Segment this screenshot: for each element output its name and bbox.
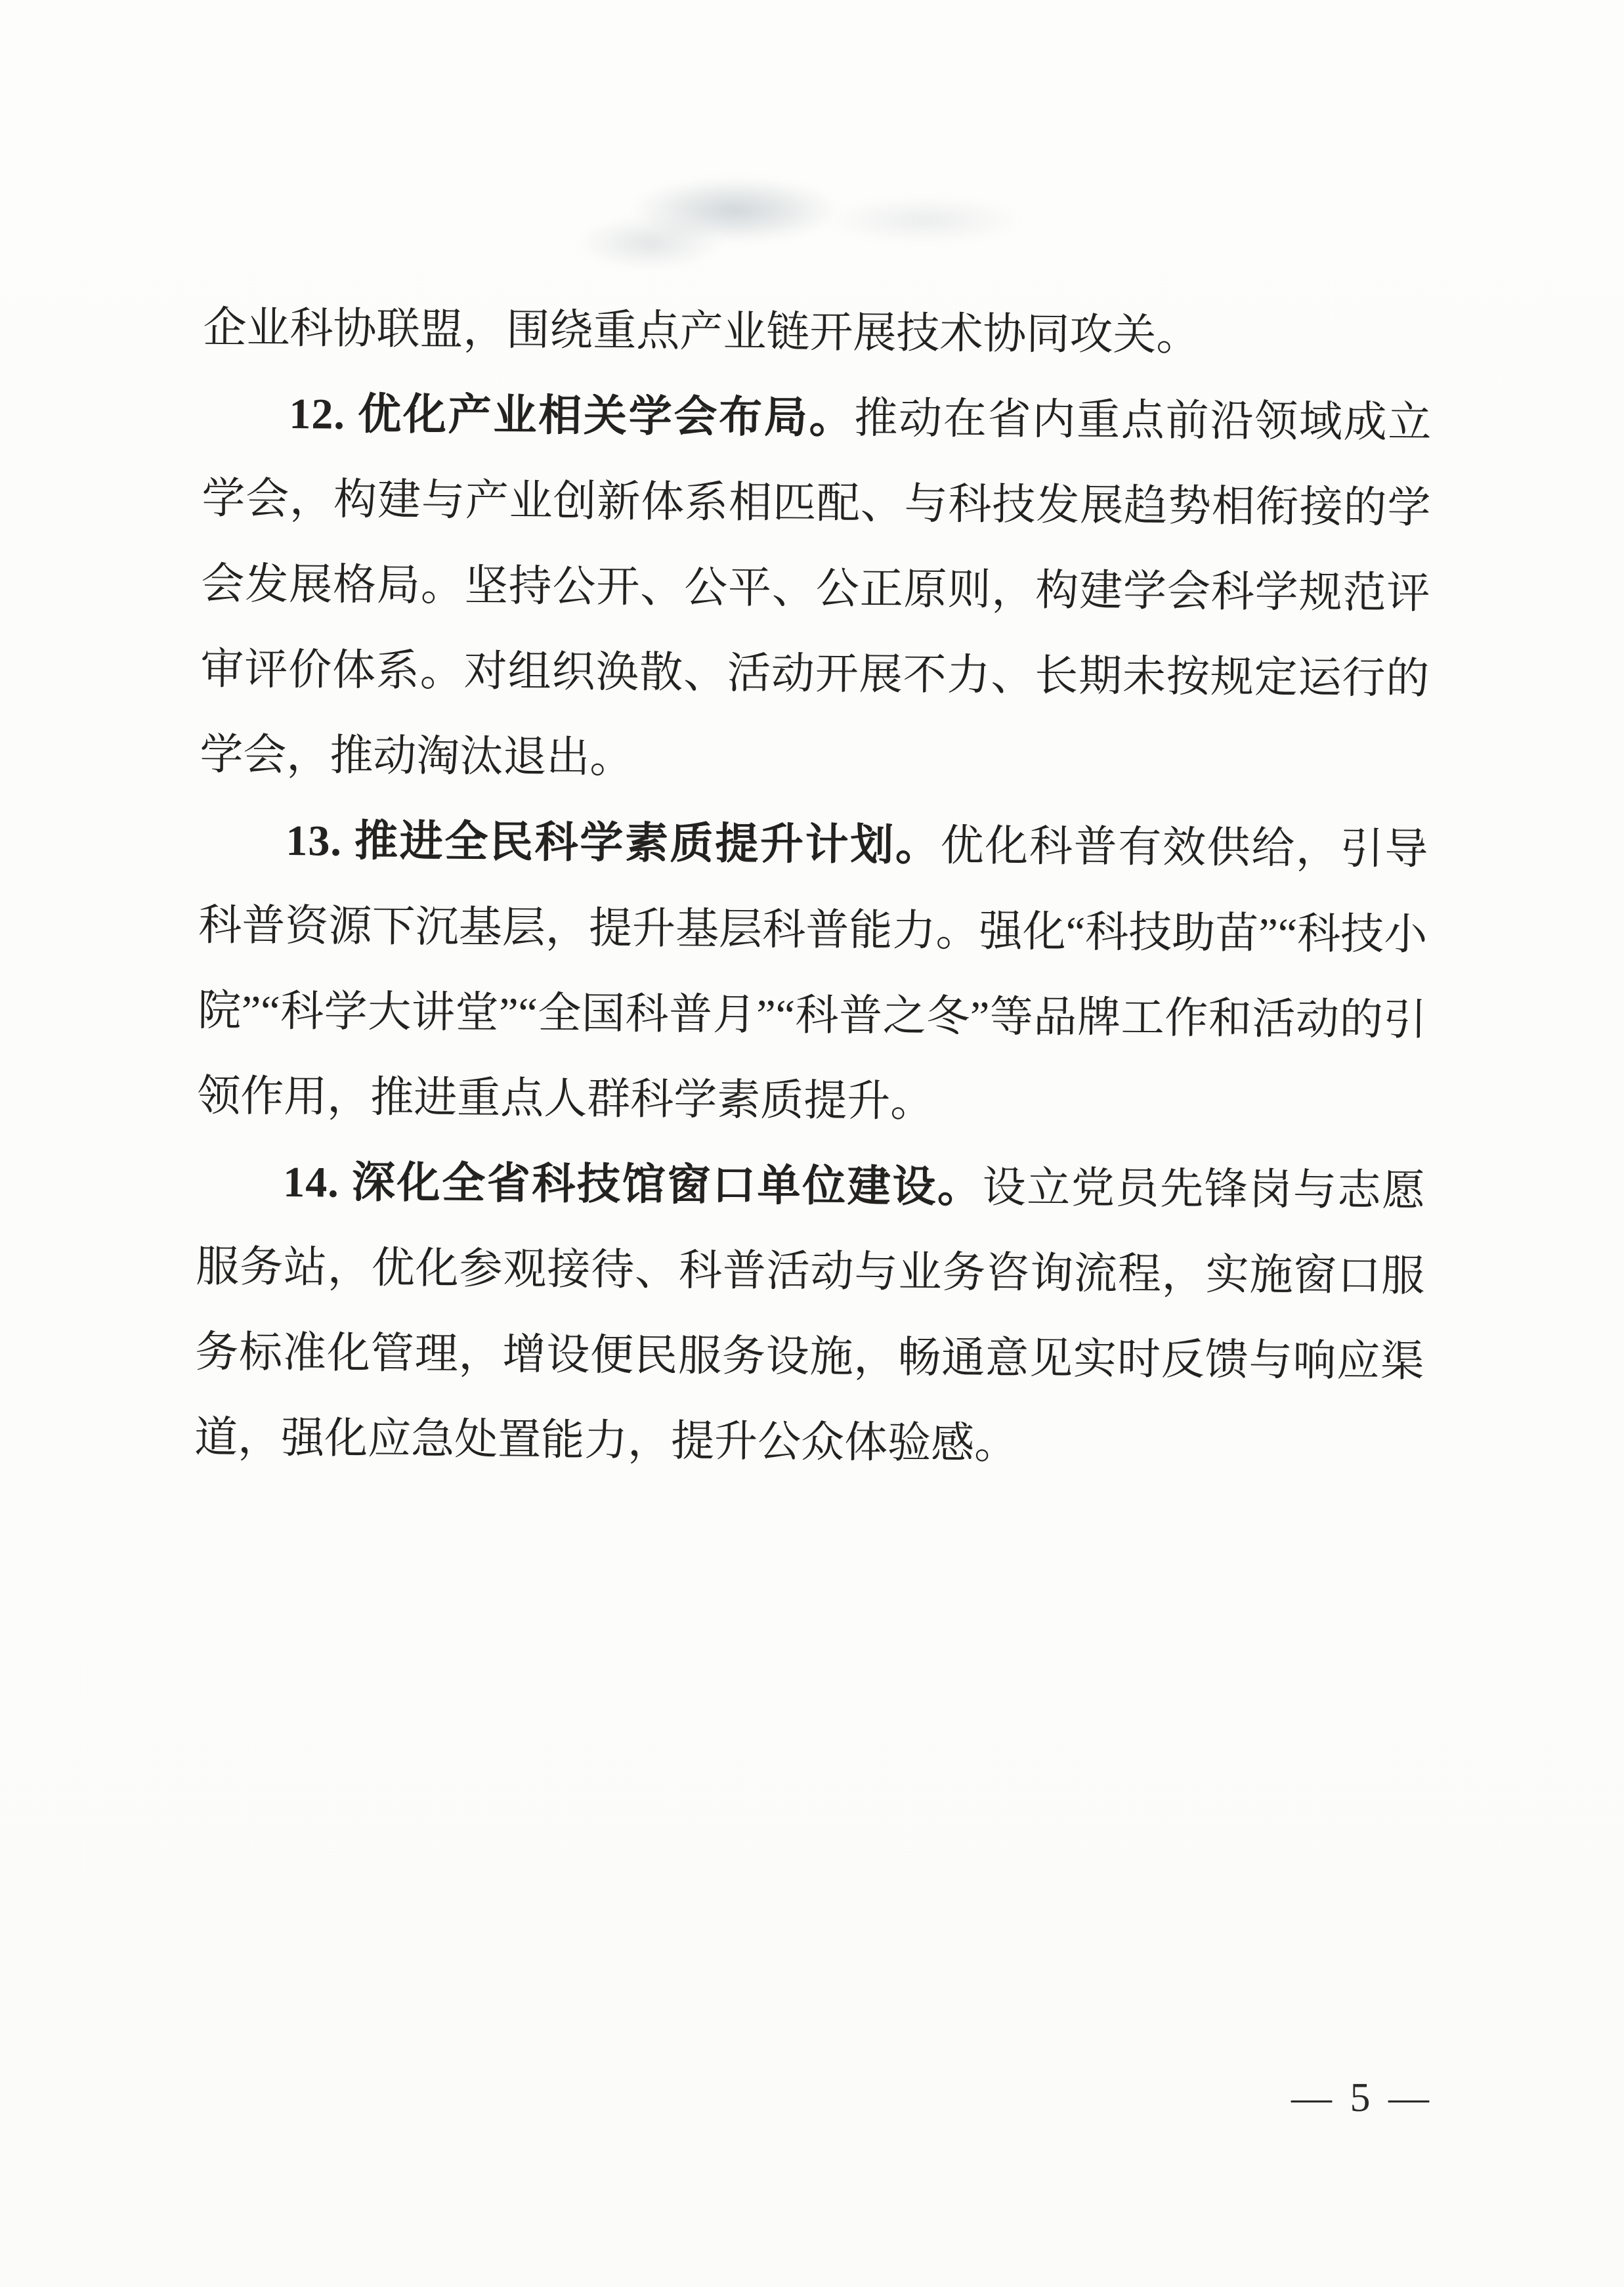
paragraph-text: 设立党员先锋岗与志愿服务站，优化参观接待、科普活动与业务咨询流程，实施窗口服务标准化管理，增设便民服务设施，畅通意见实时反馈与响应渠道，强化应急处置能力，提升公众体验感。 bbox=[194, 1164, 1426, 1468]
paragraph-text: 优化科普有效供给，引导科普资源下沉基层，提升基层科普能力。强化“科技助苗”“科技小院”“科学大讲堂”“全国科普月”“科普之冬”等品牌工作和活动的引领作用，推进重点人群科学素质提升。 bbox=[197, 821, 1428, 1126]
page-number: — 5 — bbox=[1291, 2076, 1433, 2120]
paragraph-heading: 14. 深化全省科技馆窗口单位建设。 bbox=[282, 1158, 983, 1212]
paragraph-heading: 12. 优化产业相关学会布局。 bbox=[289, 390, 855, 443]
paragraph-item-12 bbox=[200, 371, 1432, 808]
scan-smudge bbox=[827, 197, 1024, 243]
scan-smudge bbox=[630, 177, 840, 243]
scan-smudge bbox=[578, 217, 722, 269]
paragraph-heading: 13. 推进全民科学素质提升计划。 bbox=[286, 817, 941, 870]
paragraph-text: 企业科协联盟，围绕重点产业链开展技术协同攻关。 bbox=[203, 303, 1200, 360]
paragraph-text: 推动在省内重点前沿领域成立学会，构建与产业创新体系相匹配、与科技发展趋势相衔接的学会发展格局。坚持公开、公平、公正原则，构建学会科学规范评审评价体系。对组织涣散、活动开展不力、长期未按规定运行的学会，推动淘汰退出。 bbox=[200, 394, 1432, 783]
document-body bbox=[194, 286, 1432, 1491]
paragraph-item-13 bbox=[197, 798, 1428, 1149]
paragraph-item-14 bbox=[194, 1139, 1426, 1491]
paragraph-continuation bbox=[203, 286, 1432, 381]
